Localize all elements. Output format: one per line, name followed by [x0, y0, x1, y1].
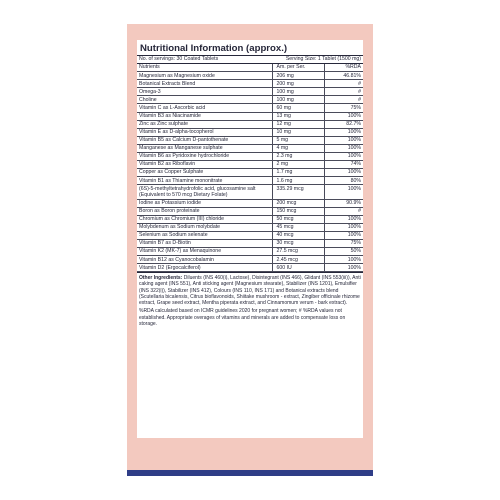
nutrient-amount: 27.5 mcg [272, 248, 324, 256]
nutrient-name: Chromium as Chromium (III) chloride [137, 215, 272, 223]
nutrient-rda: 75% [324, 104, 363, 112]
nutrient-name: Choline [137, 96, 272, 104]
other-ingredients-text: Diluents (INS 460(i), Lactose), Disintegrant (INS 466), Glidant (INS 553(iii)), Anti caking agent (INS 551), Anti sticking agent (Magnesium stearate), Stabilizer (INS 1201), Emulsifier (INS 322(i)), Stabilizer (INS 412), Colours (INS 110, INS 171) and Botanical extracts blend (Scutellaria bicalensis, Citrus bioflavonoids, Shiitake mushroom - extract, Zingiber officinale rhizome extract, Grape seed extract, Mentha piperata extract, and Cinnamomum verum - bark extract). [139, 274, 361, 307]
nutrient-rda: 75% [324, 240, 363, 248]
nutrient-name: Selenium as Sodium selenate [137, 231, 272, 239]
nutrition-table [137, 56, 363, 272]
nutrient-name: Omega-3 [137, 88, 272, 96]
nutrient-name: Boron as Boron proteinate [137, 207, 272, 215]
nutrient-row [137, 256, 363, 264]
nutrient-rda: # [324, 96, 363, 104]
nutrient-name: Zinc as Zinc sulphate [137, 120, 272, 128]
column-header-amount: Am. per Ser. [272, 64, 324, 72]
nutrient-row [137, 112, 363, 120]
nutrient-name: Vitamin D2 (Ergocalciferol) [137, 264, 272, 272]
servings-count: No. of servings: 30 Coated Tablets [137, 56, 272, 64]
nutrient-amount: 4 mg [272, 144, 324, 152]
nutrient-amount: 1.7 mg [272, 169, 324, 177]
nutrient-amount: 5 mg [272, 136, 324, 144]
nutrient-row [137, 207, 363, 215]
nutrient-name: Vitamin B3 as Niacinamide [137, 112, 272, 120]
nutrient-rda: 100% [324, 215, 363, 223]
nutrient-rda: 90.9% [324, 199, 363, 207]
nutrient-row [137, 231, 363, 239]
nutrient-row [137, 144, 363, 152]
nutrient-rda: 100% [324, 169, 363, 177]
rda-note: %RDA calculated based on ICMR guidelines 2020 for pregnant women; # %RDA values not established. Appropriate overages of vitamins and minerals are added to compensate loss on storage. [139, 308, 346, 328]
other-ingredients-label: Other Ingredients: [139, 274, 183, 281]
nutrient-amount: 206 mg [272, 72, 324, 80]
nutrient-amount: 50 mcg [272, 215, 324, 223]
nutrient-rda: 100% [324, 128, 363, 136]
nutrient-rda: 100% [324, 231, 363, 239]
nutrient-name: Vitamin B7 as D-Biotin [137, 240, 272, 248]
nutrient-rda: # [324, 88, 363, 96]
nutrient-rda: 82.7% [324, 120, 363, 128]
nutrient-row [137, 88, 363, 96]
nutrient-row [137, 223, 363, 231]
nutrient-rda: 100% [324, 223, 363, 231]
nutrient-rda: 100% [324, 256, 363, 264]
nutrient-amount: 200 mcg [272, 199, 324, 207]
table-header [137, 64, 363, 72]
nutrient-amount: 40 mcg [272, 231, 324, 239]
nutrient-name: Vitamin B2 as Riboflavin [137, 161, 272, 169]
nutrient-rda: 100% [324, 144, 363, 152]
nutrient-amount: 335.29 mcg [272, 185, 324, 199]
nutrient-rda: 100% [324, 136, 363, 144]
nutrient-row [137, 161, 363, 169]
nutrient-rda: 100% [324, 152, 363, 160]
nutrient-row [137, 72, 363, 80]
nutrient-row [137, 96, 363, 104]
nutrient-rda: 46.81% [324, 72, 363, 80]
nutrition-panel [137, 40, 363, 438]
nutrient-name: Vitamin B12 as Cyanocobalamin [137, 256, 272, 264]
column-header-rda: %RDA [324, 64, 363, 72]
nutrient-row [137, 240, 363, 248]
nutrient-rda: # [324, 207, 363, 215]
nutrient-name: Vitamin B1 as Thiamine mononitrate [137, 177, 272, 185]
nutrient-rda: 100% [324, 264, 363, 272]
nutrient-amount: 100 mg [272, 88, 324, 96]
nutrient-amount: 10 mg [272, 128, 324, 136]
nutrient-amount: 60 mg [272, 104, 324, 112]
nutrient-amount: 2 mg [272, 161, 324, 169]
nutrient-name: Vitamin B5 as Calcium D-pantothenate [137, 136, 272, 144]
nutrient-rda: 50% [324, 248, 363, 256]
nutrient-name: Botanical Extracts Blend [137, 80, 272, 88]
nutrient-row [137, 128, 363, 136]
nutrient-row [137, 264, 363, 272]
nutrient-rda: 100% [324, 185, 363, 199]
nutrient-rda: 74% [324, 161, 363, 169]
nutrient-row [137, 185, 363, 199]
nutrient-rda: 100% [324, 112, 363, 120]
nutrient-row [137, 248, 363, 256]
serving-size: Serving Size: 1 Tablet (1500 mg) [272, 56, 363, 64]
nutrient-name: Vitamin E as D-alpha-tocopherol [137, 128, 272, 136]
nutrient-name: Magnesium as Magnesium oxide [137, 72, 272, 80]
nutrient-name: Vitamin K2 (MK-7) as Menaquinone [137, 248, 272, 256]
nutrient-name: Iodine as Potassium iodide [137, 199, 272, 207]
other-ingredients [137, 272, 363, 307]
nutrient-amount: 2.3 mg [272, 152, 324, 160]
nutrient-row [137, 136, 363, 144]
nutrient-amount: 2.45 mcg [272, 256, 324, 264]
nutrient-name: Vitamin B6 as Pyridoxine hydrochloride [137, 152, 272, 160]
nutrient-name: Copper as Copper Sulphate [137, 169, 272, 177]
nutrient-amount: 600 IU [272, 264, 324, 272]
nutrient-name: Molybdenum as Sodium molybdate [137, 223, 272, 231]
nutrient-rda: 80% [324, 177, 363, 185]
bottom-band [127, 470, 373, 476]
nutrient-row [137, 177, 363, 185]
servings-row [137, 56, 363, 64]
nutrient-amount: 200 mg [272, 80, 324, 88]
nutrient-amount: 150 mcg [272, 207, 324, 215]
nutrient-row [137, 199, 363, 207]
nutrient-name: Vitamin C as L-Ascorbic acid [137, 104, 272, 112]
nutrient-amount: 30 mcg [272, 240, 324, 248]
nutrient-amount: 12 mg [272, 120, 324, 128]
nutrient-row [137, 152, 363, 160]
nutrient-amount: 1.6 mg [272, 177, 324, 185]
nutrient-row [137, 80, 363, 88]
nutrient-amount: 100 mg [272, 96, 324, 104]
panel-title: Nutritional Information (approx.) [137, 40, 363, 56]
nutrient-row [137, 215, 363, 223]
nutrient-row [137, 104, 363, 112]
nutrient-row [137, 169, 363, 177]
column-header-nutrients: Nutrients [137, 64, 272, 72]
product-box [127, 24, 373, 476]
nutrient-amount: 13 mg [272, 112, 324, 120]
nutrient-rda: # [324, 80, 363, 88]
nutrient-row [137, 120, 363, 128]
nutrient-amount: 45 mcg [272, 223, 324, 231]
nutrient-name: (6S)-5-methyltetrahydrofolic acid, glucosamine salt (Equivalent to 570 mcg Dietary Folate) [137, 185, 272, 199]
nutrient-name: Manganese as Manganese sulphate [137, 144, 272, 152]
